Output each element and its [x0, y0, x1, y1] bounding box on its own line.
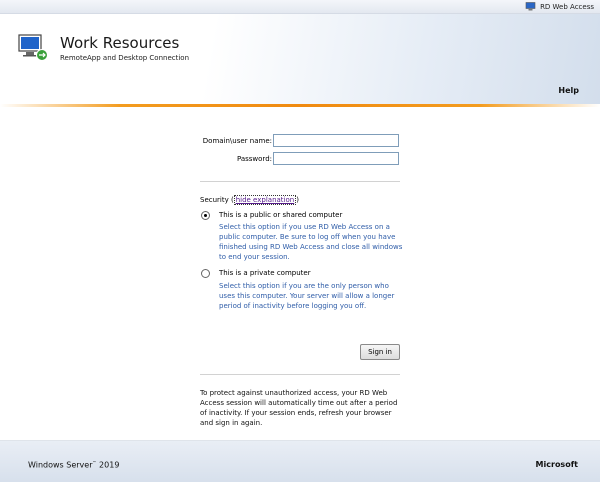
top-bar — [0, 0, 600, 14]
help-link[interactable]: Help — [558, 86, 579, 95]
sign-in-button[interactable]: Sign in — [360, 344, 400, 360]
microsoft-logo: Microsoft — [535, 460, 578, 469]
orange-divider — [0, 104, 600, 107]
security-heading — [200, 196, 299, 204]
rd-web-access-label: RD Web Access — [540, 2, 594, 11]
windows-server-label: Windows Server™ 2019 — [28, 460, 120, 470]
remoteapp-logo-icon — [17, 32, 51, 62]
private-computer-label[interactable]: This is a private computer — [219, 269, 311, 277]
public-computer-label[interactable]: This is a public or shared computer — [219, 211, 343, 219]
windows-server-product: Windows Server — [28, 460, 93, 470]
private-computer-description: Select this option if you are the only person who uses this computer. Your server will allow a longer period of inactivity before logging you off. — [219, 282, 395, 310]
security-close-paren: ) — [296, 196, 299, 204]
divider — [200, 374, 400, 375]
page-subtitle: RemoteApp and Desktop Connection — [60, 54, 190, 62]
divider — [200, 181, 400, 182]
private-computer-radio[interactable] — [201, 269, 210, 278]
windows-server-version: 2019 — [99, 460, 120, 470]
public-computer-radio[interactable] — [201, 211, 210, 220]
rd-web-access-badge — [525, 2, 594, 11]
remote-desktop-icon — [525, 2, 536, 11]
page-title: Work Resources — [60, 34, 180, 52]
password-label: Password: — [236, 155, 272, 163]
security-label: Security ( — [200, 196, 234, 204]
timeout-notice: To protect against unauthorized access, your RD Web Access session will automatically time out after a period of inactivity. If your session ends, refresh your browser and sign in again. — [200, 389, 398, 427]
hide-explanation-link[interactable]: hide explanation — [235, 196, 295, 204]
public-computer-description: Select this option if you use RD Web Access on a public computer. Be sure to log off when you have finished using RD Web Access and close all windows to end your session. — [219, 223, 403, 261]
header — [0, 14, 600, 104]
domain-user-input[interactable] — [273, 134, 399, 147]
domain-user-label: Domain\user name: — [202, 137, 272, 145]
footer — [0, 440, 600, 482]
password-input[interactable] — [273, 152, 399, 165]
